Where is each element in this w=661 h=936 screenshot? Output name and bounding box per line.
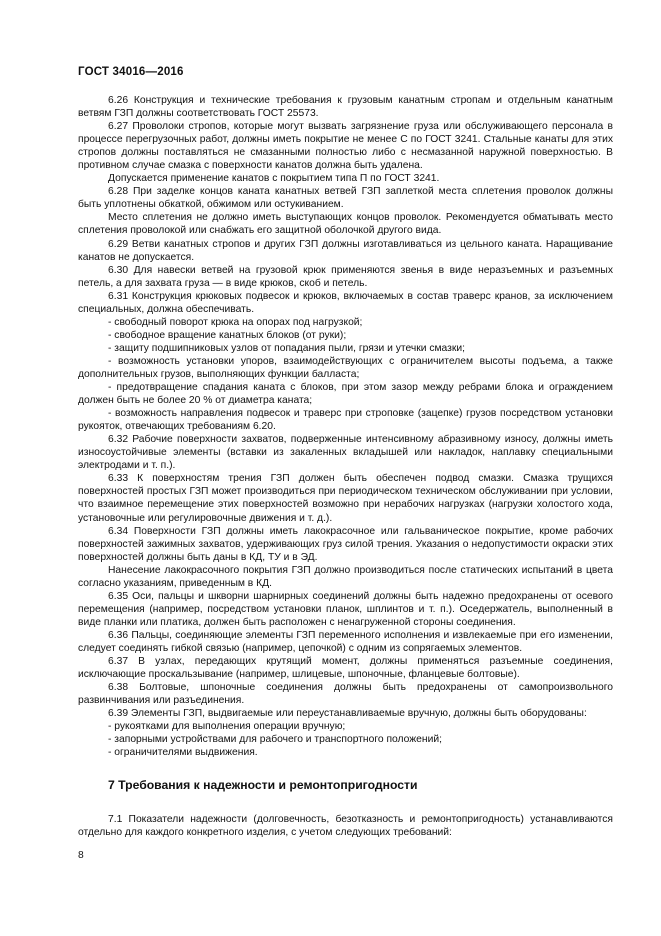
- paragraph: 7.1 Показатели надежности (долговечность, безотказность и ремонтопригодность) устанавливаются отдельно для каждого конкретного изделия, с учетом следующих требований:: [78, 814, 613, 839]
- paragraph: 6.28 При заделке концов каната канатных ветвей ГЗП заплеткой места сплетения проволок должны быть уплотнены обкаткой, обжимом или остукиванием.: [78, 186, 613, 211]
- paragraph: 6.30 Для навески ветвей на грузовой крюк применяются звенья в виде неразъемных и разъемных петель, а для захвата груза — в виде крюков, скоб и петель.: [78, 264, 613, 289]
- paragraph: - возможность направления подвесок и траверс при строповке (зацепке) грузов посредством установки рукояток, отвечающих требованиям 6.20.: [78, 408, 613, 433]
- paragraph: 6.39 Элементы ГЗП, выдвигаемые или переустанавливаемые вручную, должны быть оборудованы:: [108, 708, 587, 720]
- paragraph: Допускается применение канатов с покрытием типа П по ГОСТ 3241.: [108, 173, 440, 185]
- paragraph: 6.31 Конструкция крюковых подвесок и крюков, включаемых в состав траверс кранов, за исключением специальных, должна обеспечивать.: [78, 290, 613, 315]
- page-number: 8: [78, 850, 84, 861]
- list-item: - запорными устройствами для рабочего и транспортного положений;: [108, 734, 442, 746]
- paragraph: 6.38 Болтовые, шпоночные соединения должны быть предохранены от самопроизвольного развинчивания или разъединения.: [78, 682, 613, 707]
- list-item: - свободное вращение канатных блоков (от руки);: [108, 329, 347, 341]
- paragraphs-before: [78, 94, 613, 759]
- paragraph: 6.36 Пальцы, соединяющие элементы ГЗП переменного исполнения и извлекаемые при его изменении, следует соединять гибкой связью (например, цепочкой) с одним из сопрягаемых элементов.: [78, 629, 613, 654]
- list-item: - ограничителями выдвижения.: [108, 747, 258, 759]
- document-header: ГОСТ 34016—2016: [78, 66, 184, 78]
- paragraph: 6.26 Конструкция и технические требования к грузовым канатным стропам и отдельным канатным ветвям ГЗП должны соответствовать ГОСТ 25573.: [78, 95, 613, 120]
- paragraph: Нанесение лакокрасочного покрытия ГЗП должно производиться после статических испытаний в цвета согласно указаниям, приведенным в КД.: [78, 564, 613, 589]
- paragraph: 6.27 Проволоки стропов, которые могут вызвать загрязнение груза или обслуживающего персонала в процессе перегрузочных работ, должны иметь покрытие не менее С по ГОСТ 3241. Стальные канаты для этих стропов должны поставляться не смазанными полностью либо с несмазанной наружной поверхностью. В противном случае смазка с поверхности канатов должна быть удалена.: [78, 121, 613, 172]
- paragraph: 6.37 В узлах, передающих крутящий момент, должны применяться разъемные соединения, исключающие проскальзывание (например, шлицевые, шпоночные, фланцевые болтовые).: [78, 656, 613, 681]
- paragraph: 6.35 Оси, пальцы и шкворни шарнирных соединений должны быть надежно предохранены от осевого перемещения (например, посредством установки планок, шплинтов и т. п.). Оседержатель, выполненный в виде планки или платика, должен быть расположен с ненагруженной стороны соединения.: [78, 590, 613, 628]
- paragraph: Место сплетения не должно иметь выступающих концов проволок. Рекомендуется обматывать место сплетения проволокой или снабжать его защитной оболочкой другого вида.: [78, 212, 613, 237]
- list-item: - защиту подшипниковых узлов от попадания пыли, грязи и утечки смазки;: [108, 342, 466, 354]
- paragraph: - возможность установки упоров, взаимодействующих с ограничителем высоты подъема, а также дополнительных грузов, выполняющих функции балласта;: [78, 355, 613, 380]
- paragraph: - предотвращение спадания каната с блоков, при этом зазор между ребрами блока и ограждением должен быть не более 20 % от диаметра каната;: [78, 382, 613, 407]
- paragraph: 6.34 Поверхности ГЗП должны иметь лакокрасочное или гальваническое покрытие, кроме рабочих поверхностей зажимных захватов, удерживающих груз силой трения. Указания о недопустимости окраски этих поверхностей должны быть даны в КД, ТУ и в ЭД.: [78, 525, 613, 563]
- section-heading: 7 Требования к надежности и ремонтопригодности: [108, 778, 418, 793]
- list-item: - свободный поворот крюка на опорах под нагрузкой;: [108, 316, 363, 328]
- paragraph: 6.33 К поверхностям трения ГЗП должен быть обеспечен подвод смазки. Смазка трущихся поверхностей простых ГЗП может производиться при периодическом техническом обслуживании при условии, что взаимное перемещение этих поверхностей возможно при нерабочих нагрузках (нагрузки холостого хода, установочные или регулировочные движения и т. д.).: [78, 473, 613, 524]
- document-body: [78, 94, 613, 839]
- paragraph: 6.32 Рабочие поверхности захватов, подверженные интенсивному абразивному износу, должны иметь износоустойчивые элементы (вставки из закаленных вкладышей или накладок, наплавку специальными электродами и т. п.).: [78, 434, 613, 472]
- list-item: - рукоятками для выполнения операции вручную;: [108, 721, 346, 733]
- paragraph: 6.29 Ветви канатных стропов и других ГЗП должны изготавливаться из цельного каната. Наращивание канатов не допускается.: [78, 238, 613, 263]
- paragraphs-after: [78, 813, 613, 839]
